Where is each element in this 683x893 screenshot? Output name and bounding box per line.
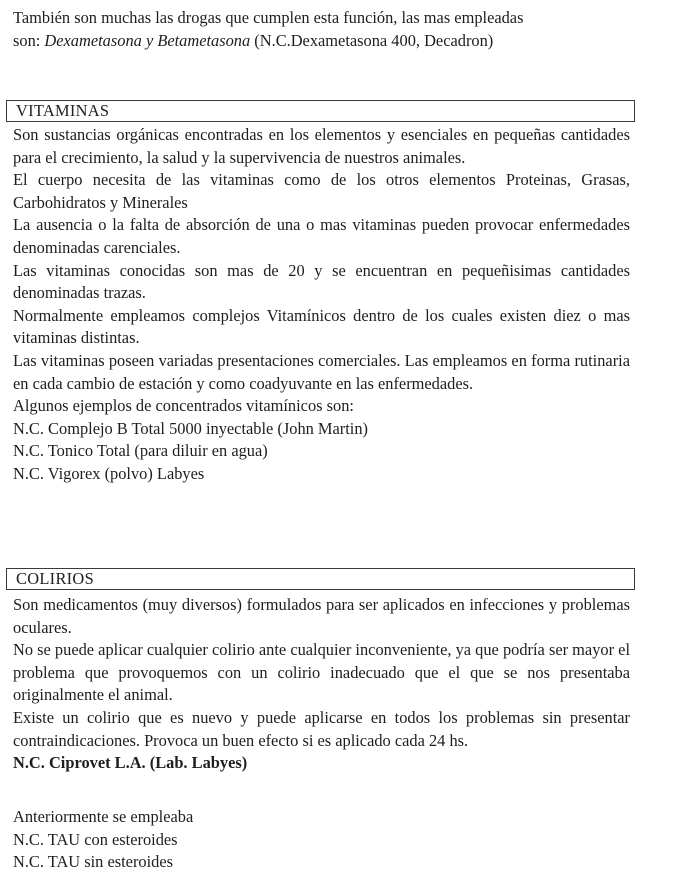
colirios-paragraph: Son medicamentos (muy diversos) formulados para ser aplicados en infecciones y problemas oculares. xyxy=(13,595,630,637)
previous-product-item: N.C. TAU con esteroides xyxy=(13,829,178,849)
section-body-vitaminas xyxy=(13,124,630,486)
vitamin-example-item: N.C. Vigorex (polvo) Labyes xyxy=(13,463,205,483)
previous-product-item: N.C. TAU sin esteroides xyxy=(13,852,173,872)
vitamin-example-item: N.C. Complejo B Total 5000 inyectable (John Martin) xyxy=(13,418,368,438)
vitaminas-paragraph: Las vitaminas poseen variadas presentaciones comerciales. Las empleamos en forma rutinaria en cada cambio de estación y como coadyuvante en las enfermedades. xyxy=(13,350,630,393)
previous-intro: Anteriormente se empleaba xyxy=(13,807,194,826)
vitamin-example-item: N.C. Tonico Total (para diluir en agua) xyxy=(13,441,268,461)
drug-dexametasona: Dexametasona xyxy=(44,30,142,50)
colirios-paragraph: Existe un colirio que es nuevo y puede aplicarse en todos los problemas sin presentar contraindicaciones. Provoca un buen efecto si es aplicado cada 24 hs. xyxy=(13,707,630,750)
drug-conjunction: y xyxy=(141,30,158,50)
section-heading-box-colirios xyxy=(6,568,635,590)
section-heading-colirios: COLIRIOS xyxy=(16,569,94,588)
intro-suffix: (N.C.Dexametasona 400, Decadron) xyxy=(250,30,494,50)
vitaminas-paragraph: Las vitaminas conocidas son mas de 20 y se encuentran en pequeñisimas cantidades denominadas trazas. xyxy=(13,260,630,303)
vitaminas-paragraph: Normalmente empleamos complejos Vitamínicos dentro de los cuales existen diez o mas vitaminas distintas. xyxy=(13,305,630,348)
recommended-colirio: N.C. Ciprovet L.A. (Lab. Labyes) xyxy=(13,753,248,773)
intro-paragraph xyxy=(13,7,630,52)
vitaminas-paragraph: El cuerpo necesita de las vitaminas como de los otros elementos Proteinas, Grasas, Carbohidratos y Minerales xyxy=(13,170,630,212)
vitaminas-paragraph: Algunos ejemplos de concentrados vitamínicos son: xyxy=(13,396,354,416)
vitaminas-paragraph: La ausencia o la falta de absorción de una o mas vitaminas pueden provocar enfermedades denominadas carenciales. xyxy=(13,215,630,257)
section-body-colirios xyxy=(13,594,630,775)
colirios-paragraph: No se puede aplicar cualquier colirio ante cualquier inconveniente, ya que podría ser mayor el problema que provoquemos con un colirio inadecuado que el que se nos presentaba originalmente el animal. xyxy=(13,640,630,705)
previous-products xyxy=(13,806,630,874)
drug-betametasona: Betametasona xyxy=(157,30,251,50)
intro-prefix: son: xyxy=(13,30,45,50)
section-heading-vitaminas: VITAMINAS xyxy=(16,101,110,120)
vitaminas-paragraph: Son sustancias orgánicas encontradas en los elementos y esenciales en pequeñas cantidades para el crecimiento, la salud y la supervivencia de nuestros animales. xyxy=(13,125,630,167)
intro-line-1: También son muchas las drogas que cumplen esta función, las mas empleadas xyxy=(13,8,524,27)
intro-line-2 xyxy=(13,30,630,53)
section-heading-box-vitaminas xyxy=(6,100,635,122)
